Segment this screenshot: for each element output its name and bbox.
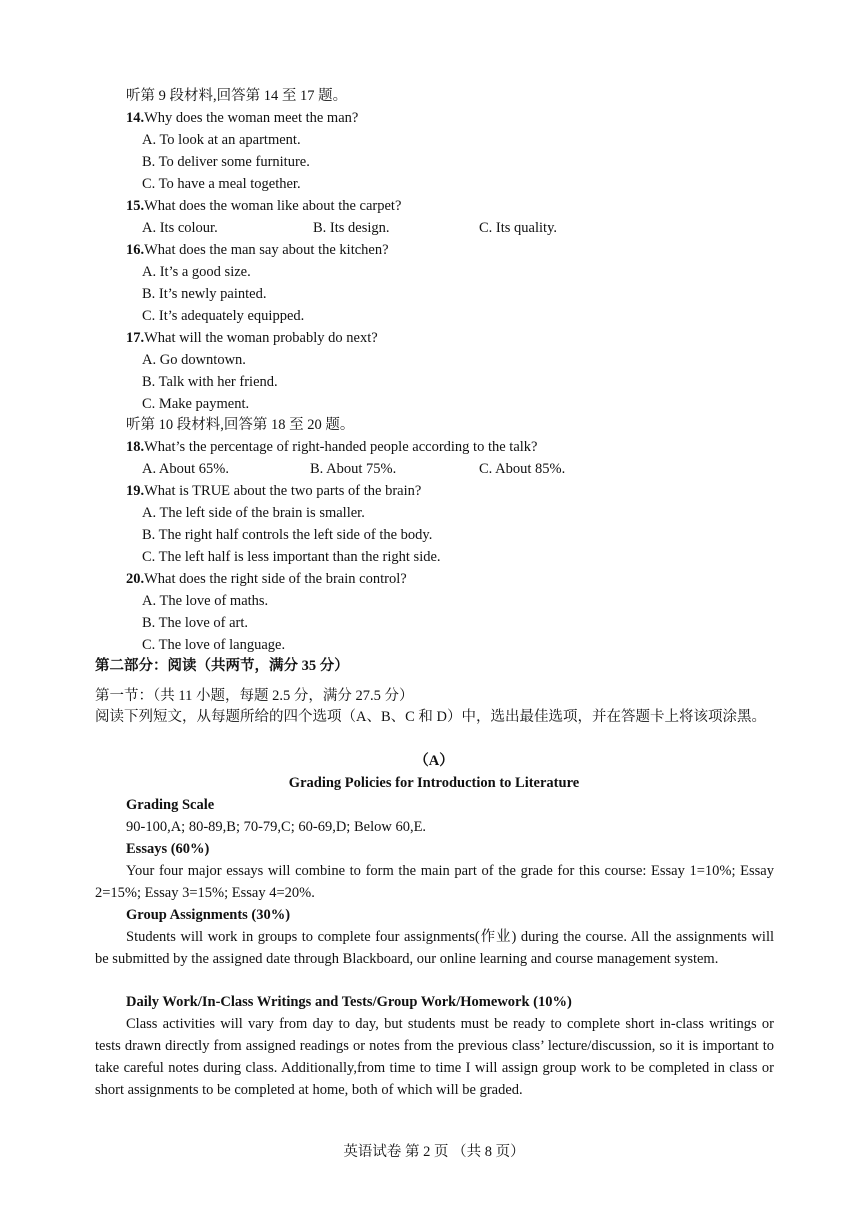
question-15: [126, 196, 401, 216]
option-19c: C. The left half is less important than the right side.: [142, 549, 441, 565]
question-20: [126, 569, 407, 589]
daily-paragraph: [95, 1013, 774, 1101]
question-text: What does the woman like about the carpet?: [144, 198, 402, 214]
essays-paragraph: [95, 860, 774, 904]
heading-grading-scale: Grading Scale: [126, 797, 215, 813]
part-title: 第二部分：阅读（共两节，满分 35 分）: [95, 658, 349, 674]
heading-group-assignments: Group Assignments (30%): [126, 907, 291, 923]
question-text: What does the right side of the brain control?: [144, 571, 407, 587]
question-number: 15.: [126, 198, 145, 214]
option-15c: C. Its quality.: [479, 220, 558, 236]
option-14b: B. To deliver some furniture.: [142, 154, 310, 170]
question-text: What’s the percentage of right-handed people according to the talk?: [144, 439, 538, 455]
option-19a: A. The left side of the brain is smaller.: [142, 505, 365, 521]
instructions: [95, 706, 774, 728]
group-text: Students will work in groups to complete four assignments(作业) during the course. All the assignments will be submitted by the assigned date through Blackboard, our online learning and course management system.: [95, 929, 774, 967]
option-18a: A. About 65%.: [142, 461, 229, 477]
option-15b: B. Its design.: [313, 220, 390, 236]
passage-title: Grading Policies for Introduction to Literature: [288, 775, 580, 791]
heading-daily-work: Daily Work/In-Class Writings and Tests/Group Work/Homework (10%): [126, 994, 572, 1010]
section-title: 第一节：（共 11 小题，每题 2.5 分，满分 27.5 分）: [95, 688, 414, 704]
question-17: [126, 328, 378, 348]
question-text: What is TRUE about the two parts of the brain?: [144, 483, 422, 499]
option-16c: C. It’s adequately equipped.: [142, 308, 305, 324]
option-16a: A. It’s a good size.: [142, 264, 251, 280]
instructions-text: 阅读下列短文，从每题所给的四个选项（A、B、C 和 D）中，选出最佳选项，并在答题卡上将该项涂黑。: [95, 709, 767, 725]
option-16b: B. It’s newly painted.: [142, 286, 267, 302]
question-number: 20.: [126, 571, 145, 587]
question-number: 14.: [126, 110, 145, 126]
option-14a: A. To look at an apartment.: [142, 132, 301, 148]
section-intro-9: 听第 9 段材料,回答第 14 至 17 题。: [126, 88, 348, 104]
option-18b: B. About 75%.: [310, 461, 397, 477]
option-18c: C. About 85%.: [479, 461, 566, 477]
question-text: What will the woman probably do next?: [144, 330, 378, 346]
option-20a: A. The love of maths.: [142, 593, 269, 609]
grading-scale-text: 90-100,A; 80-89,B; 70-79,C; 60-69,D; Below 60,E.: [126, 819, 427, 835]
option-14c: C. To have a meal together.: [142, 176, 301, 192]
option-20c: C. The love of language.: [142, 637, 286, 653]
group-paragraph: [95, 926, 774, 970]
question-16: [126, 240, 389, 260]
question-number: 17.: [126, 330, 145, 346]
option-17c: C. Make payment.: [142, 396, 250, 412]
question-19: [126, 481, 421, 501]
essays-text: Your four major essays will combine to form the main part of the grade for this course: Essay 1=10%; Essay 2=15%; Essay 3=15%; Essay 4=20%.: [95, 863, 774, 901]
question-text: What does the man say about the kitchen?: [144, 242, 389, 258]
option-15a: A. Its colour.: [142, 220, 218, 236]
question-text: Why does the woman meet the man?: [144, 110, 359, 126]
section-intro-10: 听第 10 段材料,回答第 18 至 20 题。: [126, 417, 355, 433]
question-14: [126, 108, 358, 128]
question-number: 18.: [126, 439, 145, 455]
question-number: 16.: [126, 242, 145, 258]
question-18: [126, 437, 537, 457]
passage-label: （A）: [414, 753, 454, 769]
heading-essays: Essays (60%): [126, 841, 210, 857]
page-footer: 英语试卷 第 2 页 （共 8 页）: [343, 1144, 525, 1160]
option-17b: B. Talk with her friend.: [142, 374, 278, 390]
question-number: 19.: [126, 483, 145, 499]
daily-text: Class activities will vary from day to day, but students must be ready to complete short in-class writings or tests drawn directly from assigned readings or notes from the previous class’ lecture/discussion, so it is important to take careful notes during class. Additionally,from time to time I will assign group work to be completed in class or short assignments to be completed at home, both of which will be graded.: [95, 1016, 774, 1098]
option-17a: A. Go downtown.: [142, 352, 246, 368]
option-20b: B. The love of art.: [142, 615, 249, 631]
option-19b: B. The right half controls the left side of the body.: [142, 527, 433, 543]
